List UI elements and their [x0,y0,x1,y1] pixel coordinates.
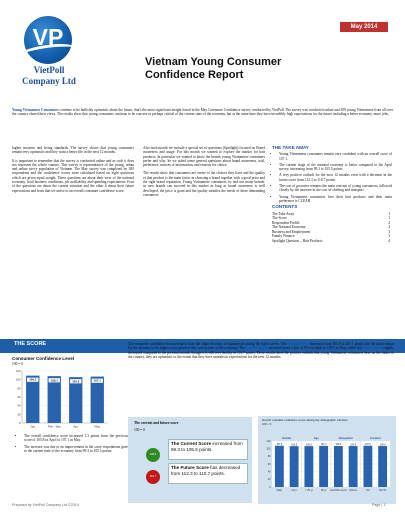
future-score-dot: 110.7 [146,470,160,484]
contents-label: Spotlight Question – Hair Products [272,238,323,243]
bar [26,376,39,423]
current-score-dot: 105.5 [146,448,160,462]
data-label: 109.3 [29,377,37,382]
intro-lead: Young Vietnamese Consumers [12,108,59,112]
contents-page: 2 [388,225,390,230]
y-tick-label: 40 [17,403,21,408]
data-label: 107.6 [276,443,283,446]
data-label: 106.6 [306,444,312,447]
chart-subtitle: 100 = 0 [12,362,24,366]
data-label: 106.8 [379,444,386,447]
bold-term: Current Score [245,346,268,351]
section-title: THE SCORE [14,341,47,347]
group-label: Occupation [338,437,353,440]
bar [304,446,313,487]
data-label: 106.9 [335,444,342,447]
bar [319,446,328,487]
panel-subtitle: 100 = 0 [134,428,146,432]
article-column-1 [12,146,134,197]
confidence-bar-chart [12,367,110,433]
text-run: increased from a low of 99.3 in April to 105.5 in May, while the [267,346,363,351]
bar [275,443,284,487]
bar [378,446,387,487]
contents-page: 3 [388,229,390,234]
contents-row[interactable] [272,239,390,244]
contents-label: The National Economy [272,225,306,230]
text-run: slightly decreased compared to the previous month, though it is still very healthy at 110.7 points. These results show the positive outlook that young Vietnamese consumers have on the future of the country, they are optimistic to the extent that they have unrealistic expectations for the next 12 months. [128,346,394,359]
current-score-label: The Current Score [171,441,212,446]
x-tick-label: Uni [365,489,370,492]
score-bullet: • The overall confidence score increased 1.3 points from the previous score of 105.8 in April to 107.1 in May. [24,434,128,443]
contents-label: The Score [272,216,287,221]
footer-credit: Prepared by VietPoll Company Ltd ©2014 [12,503,79,507]
y-tick-label: 100 [15,377,21,382]
x-tick-label: Male [276,489,283,492]
contents-page: 4 [388,238,390,243]
y-tick-label: 60 [17,395,21,399]
x-tick-label: Others [349,489,357,492]
bar [69,377,82,423]
report-title: Vietnam Young Consumer Confidence Report [145,56,282,81]
contents-table [272,212,390,244]
paragraph: It is important to remember that the survey is conducted online and as such it does not represent the whole country. This survey is representative of the young, urban and online savvy population of Vietnam. The May survey was completed by 300 respondents and the confidence scores were calculated based on eight questions which are given equal weight. These questions are about their view of the national economy, local business conditions, job availability and spending expectations. Four of the questions are about the current situation and the other 4 about their future expectations and from that we arrive to an overall consumer confidence score. [12,158,134,193]
panel-title: The current and future score [134,421,179,425]
group-label: Location [369,437,381,440]
takeaway-list [272,152,392,203]
group-label: Gender [282,437,292,440]
data-label: 108.1 [50,378,58,383]
data-label: 105.8 [72,379,80,384]
article-column-2 [143,146,265,201]
data-label: 106.5 [291,444,297,447]
text-run: increased from 105.8 to 107.1 points and the main reason for the increase is the higher score given to the current state of the economy. The [128,342,394,351]
intro-text: continue to be bullishly optimistic about the future, that's the most significant insight found in the May Consumer Confidence survey conducted by VietPoll. The survey was conducted online and 300 young Vietnamese from all over the country shared their views. The results show that young consumers continue to be concern or perhaps critical of the current state of the economy, but at the same time they have incredibly high expectations for the future including a better economy, more jobs, [12,108,393,117]
y-tick-label: 20 [267,478,271,482]
takeaway-item: • Young Vietnamese consumers remain very confident with an overall score of 107.1. [279,152,392,161]
future-score-text: has decreased from 112.3 to 110.7 points. [171,465,241,476]
x-tick-label: Ha Hin [378,489,387,492]
x-tick-label: Govt/Non-Govt [330,489,347,492]
group-label: Age [313,437,319,440]
y-tick-label: 120 [266,439,271,443]
brand-subname: Company Ltd [22,76,76,86]
bar [334,446,343,487]
company-logo [11,16,87,96]
bold-term: Overall Score [287,342,309,346]
takeaway-item: • Young Vietnamese consumers love their hair products and their main preference is CLEAR. [279,195,392,204]
future-score-box [168,463,248,484]
text-run: The consumer confidence bounced back from the slight decrease it experienced during the April survey. The [128,342,288,346]
bar [363,443,372,487]
panel-title [262,419,378,426]
x-tick-label: Apr [73,424,79,429]
future-score-label: The Future Score [171,465,209,470]
contents-page: 3 [388,234,390,239]
paragraph: higher incomes and living standards. The survey shows that young consumers remain very optimistic and they want a better life in the next 12 months. [12,146,134,155]
current-score-box [168,439,248,460]
y-tick-label: 0 [269,485,271,489]
panel-subtitle: 100 = 0 [262,421,272,426]
takeaway-heading: THE TAKE AWAY [272,145,309,150]
bold-term: Future Score [362,346,383,351]
contents-page: 1 [388,216,390,221]
y-tick-label: 120 [15,369,21,373]
score-paragraph [128,342,394,359]
demographic-bar-chart [260,431,394,501]
x-tick-label: Jan [30,424,36,429]
contents-page: 2 [388,220,390,225]
paragraph: Also each month we include a special set of questions (Spotlight) focused on Brand awareness and usage. For this month we wanted to explore the market for hair products. In particular we wanted to know the brands young Vietnamese consumers prefer and why. So we asked some general questions about brand awareness, trial, preference, sources of information, and reasons for choice. [143,146,265,168]
x-tick-label: Feb - Mar [47,424,61,429]
current-score-text: increased from 99.3 to 105.5 points. [171,441,243,452]
current-future-panel [128,417,252,503]
y-tick-label: 20 [17,412,21,417]
data-label: 106.8 [350,444,356,447]
page-number: Page | 1 [372,503,386,507]
paragraph: The results show that consumers are aware of the choices they have and the quality of that product is the main factor in choosing a brand together with a good price and the right brand reputation. Young Vietnamese consumers try and use many brands, so new brands can succeed in this market as long as brand awareness is well developed, the price is good and the quality satisfies the needs of these demanding consumers. [143,171,265,197]
takeaway-item: • The current stage of the national economy is better compared to the April survey, increasing from 99.3 to 105.5 points. [279,163,392,172]
takeaway-item: • The cost of groceries remains the main concern of young consumers, followed closely by the increase in the cost of clothing and transport. [279,184,392,193]
bar [290,446,299,487]
bar [349,446,358,487]
contents-label: The Take Away [272,211,295,216]
y-tick-label: 0 [18,421,21,425]
panel-title-text: Overall consumer confidence scores among key demographic variables [262,418,348,422]
bar [91,377,104,423]
contents-label: Family Finance [272,234,295,239]
y-tick-label: 40 [267,470,271,474]
x-tick-label: 25 yr [320,489,327,492]
chart-title: Consumer Confidence Level [12,356,75,361]
brand-name: VietPoll [33,65,65,75]
y-tick-label: 60 [267,462,271,466]
y-tick-label: 100 [266,447,271,451]
takeaway-item: • A very positive outlook for the next 12 months even with a decrease in the future score from 112.3 to 110.7 points. [279,173,392,182]
x-tick-label: < 25 yr [305,489,313,492]
data-label: 107.6 [365,443,371,446]
data-label: 107.1 [93,378,101,383]
data-label: 107.3 [320,444,327,447]
y-tick-label: 80 [17,386,21,391]
contents-label: Business and Employment [272,229,311,234]
score-bullet: • The increase was due to an improvement in the score respondents gave to the current state of the economy from 99.3 to 105.5 points. [24,445,128,454]
score-bullets [16,434,128,455]
bar [48,376,61,423]
intro-paragraph [12,108,393,117]
sidebar-column [272,146,392,243]
contents-heading: CONTENTS [272,204,298,210]
date-badge: May 2014 [340,22,388,32]
x-tick-label: Fem [291,489,297,492]
logo-mark: VP [32,24,64,50]
y-tick-label: 80 [267,455,271,459]
x-tick-label: May [94,424,101,429]
contents-page: 1 [388,211,390,216]
contents-label: Respondent Profile [272,220,300,225]
